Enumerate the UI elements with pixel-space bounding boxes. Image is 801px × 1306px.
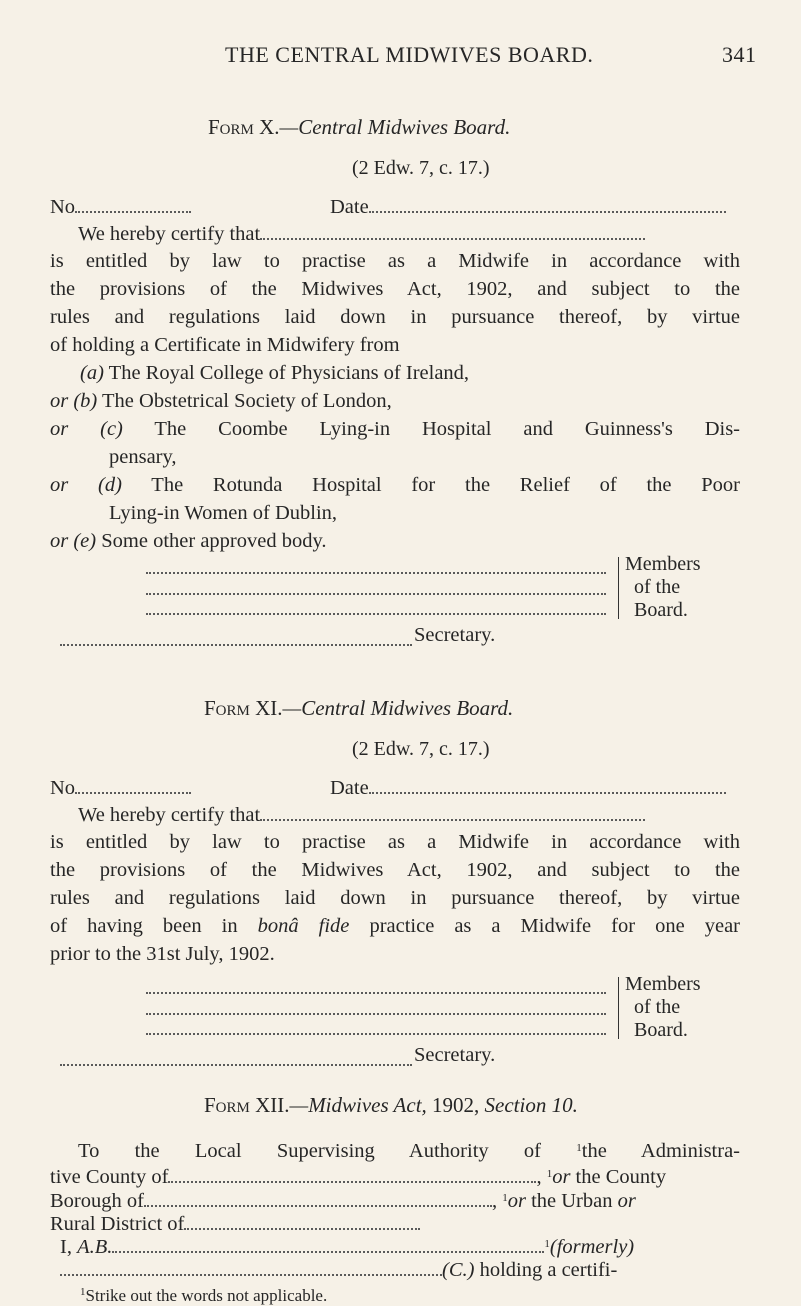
form-x-option-a: (a) The Royal College of Physicians of Ireland, xyxy=(80,362,470,384)
secretary-signature-line xyxy=(60,1061,412,1066)
members-label: of the xyxy=(634,576,681,598)
form-xii-line-3: Borough of , $^1$or the Urban or xyxy=(50,1190,636,1212)
signature-line xyxy=(146,989,606,994)
signature-line xyxy=(146,569,606,574)
form-xi-certify-blank xyxy=(260,815,645,821)
form-x-label: Form X. xyxy=(208,115,280,139)
form-xi-citation: (2 Edw. 7, c. 17.) xyxy=(352,738,490,760)
form-x-certify-line xyxy=(78,223,740,246)
form-x-no-label: No xyxy=(50,196,76,218)
name-blank xyxy=(60,1270,442,1276)
form-xii-section: Section 10. xyxy=(484,1093,578,1117)
bona-fide-text: bonâ fide xyxy=(257,915,350,937)
secretary-label: Secretary. xyxy=(414,1044,496,1066)
form-x-option-e: or (e) Some other approved body. xyxy=(50,530,327,552)
form-x-option-c-cont: pensary, xyxy=(109,446,177,468)
signature-line xyxy=(146,610,606,615)
form-x-date-label: Date xyxy=(330,196,369,218)
form-xi-body-line: the provisions of the Midwives Act, 1902, and subject to the xyxy=(50,859,740,881)
form-x-citation: (2 Edw. 7, c. 17.) xyxy=(352,157,490,179)
form-xii-act-year: 1902, xyxy=(432,1093,480,1117)
authority-blank xyxy=(184,1224,420,1230)
form-xi-no-label: No xyxy=(50,777,76,799)
form-x-option-c: or (c) The Coombe Lying-in Hospital and Guinness's Dis- xyxy=(50,418,740,440)
authority-blank xyxy=(168,1177,536,1183)
form-x-certify-text: We hereby certify that xyxy=(78,223,261,245)
form-x-body-line: rules and regulations laid down in pursuance thereof, by virtue xyxy=(50,306,740,328)
form-xii-act-name: —Midwives Act, xyxy=(289,1093,427,1117)
form-xi-label: Form XI. xyxy=(204,696,283,720)
form-x-date-blank xyxy=(369,207,726,213)
form-x-no-blank xyxy=(75,207,191,213)
form-xii-line-2: tive County of , $^1$or the County xyxy=(50,1166,667,1188)
form-xii-line-6: (C.) holding a certifi- xyxy=(60,1259,750,1282)
form-x-no-date-line xyxy=(50,196,740,219)
name-blank xyxy=(112,1247,544,1253)
footnote-text: Strike out the words not applicable. xyxy=(85,1286,328,1305)
form-x-title xyxy=(208,115,510,140)
members-label: Members xyxy=(625,553,701,575)
form-xi-certify-text: We hereby certify that xyxy=(78,804,261,826)
form-xi-no-blank xyxy=(75,788,191,794)
members-label: of the xyxy=(634,996,681,1018)
page-number: 341 xyxy=(722,42,757,67)
form-xi-body-line-5: of having been in bonâ fide practice as a Midwife for one year xyxy=(50,915,741,937)
signature-line xyxy=(146,1030,606,1035)
form-xi-body-line: is entitled by law to practise as a Midwife in accordance with xyxy=(50,831,740,853)
form-xi-body-line: prior to the 31st July, 1902. xyxy=(50,943,275,965)
form-xii-title xyxy=(204,1093,578,1118)
form-xi-date-label: Date xyxy=(330,777,369,799)
signature-line xyxy=(146,1010,606,1015)
form-xi-certify-line xyxy=(78,804,740,827)
brace xyxy=(612,557,619,619)
form-xi-body-line: rules and regulations laid down in pursuance thereof, by virtue xyxy=(50,887,740,909)
secretary-signature-line xyxy=(60,641,412,646)
members-label: Members xyxy=(625,973,701,995)
form-x-body-line: the provisions of the Midwives Act, 1902, and subject to the xyxy=(50,278,740,300)
members-label: Board. xyxy=(634,1019,688,1041)
form-x-certify-blank xyxy=(260,234,645,240)
form-x-board-name: —Central Midwives Board. xyxy=(279,115,511,139)
form-xii-line-1: To the Local Supervising Authority of $^1$the Administra- xyxy=(78,1140,740,1162)
form-x-body-line: of holding a Certificate in Midwifery from xyxy=(50,334,400,356)
footnote: $^1$Strike out the words not applicable. xyxy=(80,1286,328,1305)
authority-blank xyxy=(144,1201,492,1207)
page-header-title: THE CENTRAL MIDWIVES BOARD. xyxy=(225,42,594,67)
form-xii-label: Form XII. xyxy=(204,1093,290,1117)
form-xii-line-4: Rural District of xyxy=(50,1213,740,1236)
brace xyxy=(612,977,619,1039)
form-x-body-line: is entitled by law to practise as a Midwife in accordance with xyxy=(50,250,740,272)
form-xi-board-name: —Central Midwives Board. xyxy=(282,696,514,720)
members-label: Board. xyxy=(634,599,688,621)
form-xi-title xyxy=(204,696,513,721)
form-x-option-b: or (b) The Obstetrical Society of London, xyxy=(50,390,392,412)
form-xii-line-5: I, A.B. $^1$(formerly) xyxy=(60,1236,635,1258)
form-x-option-d: or (d) The Rotunda Hospital for the Relief of the Poor xyxy=(50,474,741,496)
form-x-option-d-cont: Lying-in Women of Dublin, xyxy=(109,502,338,524)
signature-line xyxy=(146,590,606,595)
form-xi-no-date-line xyxy=(50,777,740,800)
secretary-label: Secretary. xyxy=(414,624,496,646)
form-xi-date-blank xyxy=(369,788,726,794)
